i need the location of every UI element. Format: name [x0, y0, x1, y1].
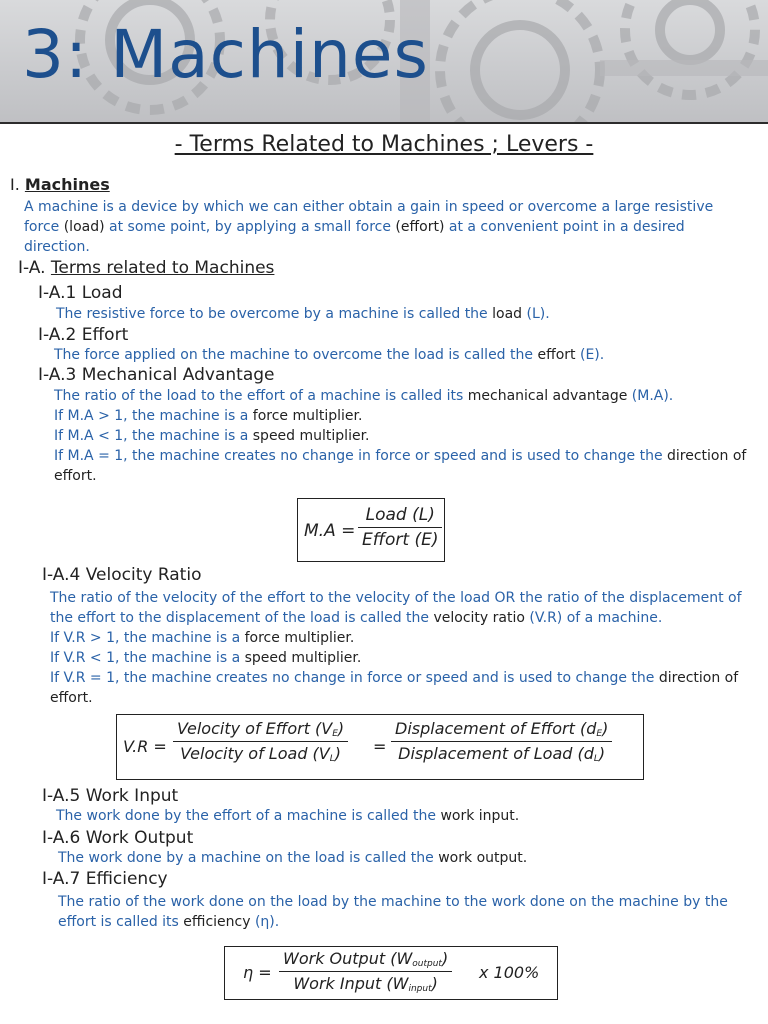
- section-number: I.: [10, 175, 25, 194]
- condition-line: If V.R > 1, the machine is a force multiplier.: [50, 630, 355, 646]
- machine-definition: [24, 197, 764, 257]
- definition-line: direction.: [24, 239, 90, 255]
- term-heading: I-A.2 Effort: [38, 325, 129, 345]
- term-heading: I-A.3 Mechanical Advantage: [38, 365, 275, 385]
- condition-line: If V.R = 1, the machine creates no change in force or speed and is used to change the direction of: [50, 670, 739, 686]
- term-heading: I-A.5 Work Input: [42, 786, 179, 806]
- term-heading: I-A.4 Velocity Ratio: [42, 565, 202, 585]
- subsection-number: I-A.: [18, 258, 51, 278]
- definition-line: force (load) at some point, by applying a small force (effort) at a convenient point in a desired: [24, 219, 685, 235]
- term-heading: I-A.1 Load: [38, 283, 123, 303]
- page-title: 3: Machines: [22, 16, 429, 93]
- condition-line: If M.A < 1, the machine is a speed multiplier.: [54, 428, 370, 444]
- condition-line: If M.A = 1, the machine creates no change in force or speed and is used to change the direction of: [54, 448, 747, 464]
- section-subtitle: - Terms Related to Machines ; Levers -: [174, 132, 594, 157]
- subsection-heading: [18, 258, 274, 278]
- term-definition: The work done by the effort of a machine is called the work input.: [56, 808, 520, 824]
- formula-efficiency: η = Work Output $(W_{output})$ Work Input $(W_{input})$ x 100%: [224, 946, 558, 1000]
- definition-line: A machine is a device by which we can either obtain a gain in speed or overcome a large resistive: [24, 199, 714, 215]
- condition-line: If M.A > 1, the machine is a force multiplier.: [54, 408, 363, 424]
- header-banner: [0, 0, 768, 124]
- formula-mechanical-advantage: M.A = Load (L) Effort (E): [297, 498, 445, 562]
- term-definition: The ratio of the load to the effort of a machine is called its mechanical advantage (M.A). If M.A > 1, the machine is a force multiplier. If M.A < 1, the machine is a speed multiplier. If M.A = 1, the machine creates no change in force or speed and is used to change the direction of effort.: [54, 386, 766, 486]
- section-title: Machines: [24, 175, 110, 194]
- section-heading: [10, 175, 110, 194]
- term-definition: The resistive force to be overcome by a machine is called the load (L).: [56, 306, 550, 322]
- term-heading: I-A.6 Work Output: [42, 828, 194, 848]
- term-definition: The work done by a machine on the load is called the work output.: [58, 850, 528, 866]
- term-definition: The ratio of the work done on the load by the machine to the work done on the machine by the effort is called its efficiency (η).: [58, 894, 728, 930]
- subsection-title: Terms related to Machines: [50, 258, 275, 278]
- formula-velocity-ratio: V.R = Velocity of Effort $(V_E)$ Velocity of Load $(V_L)$ = Displacement of Effort $(d_E)$ Displacement of Load $(d_L)$: [116, 714, 644, 780]
- term-heading: I-A.7 Efficiency: [42, 869, 168, 889]
- term-definition: The force applied on the machine to overcome the load is called the effort (E).: [54, 347, 605, 363]
- condition-line: If V.R < 1, the machine is a speed multiplier.: [50, 650, 362, 666]
- term-definition: The ratio of the velocity of the effort to the velocity of the load OR the ratio of the displacement of the effort to the displacement of the load is called the velocity ratio (V.R) of a machine. If V.R > 1, the machine is a force multiplier. If V.R < 1, the machine is a speed multiplier. If V.R = 1, the machine creates no change in force or speed and is used to change the direction of effort.: [50, 588, 764, 708]
